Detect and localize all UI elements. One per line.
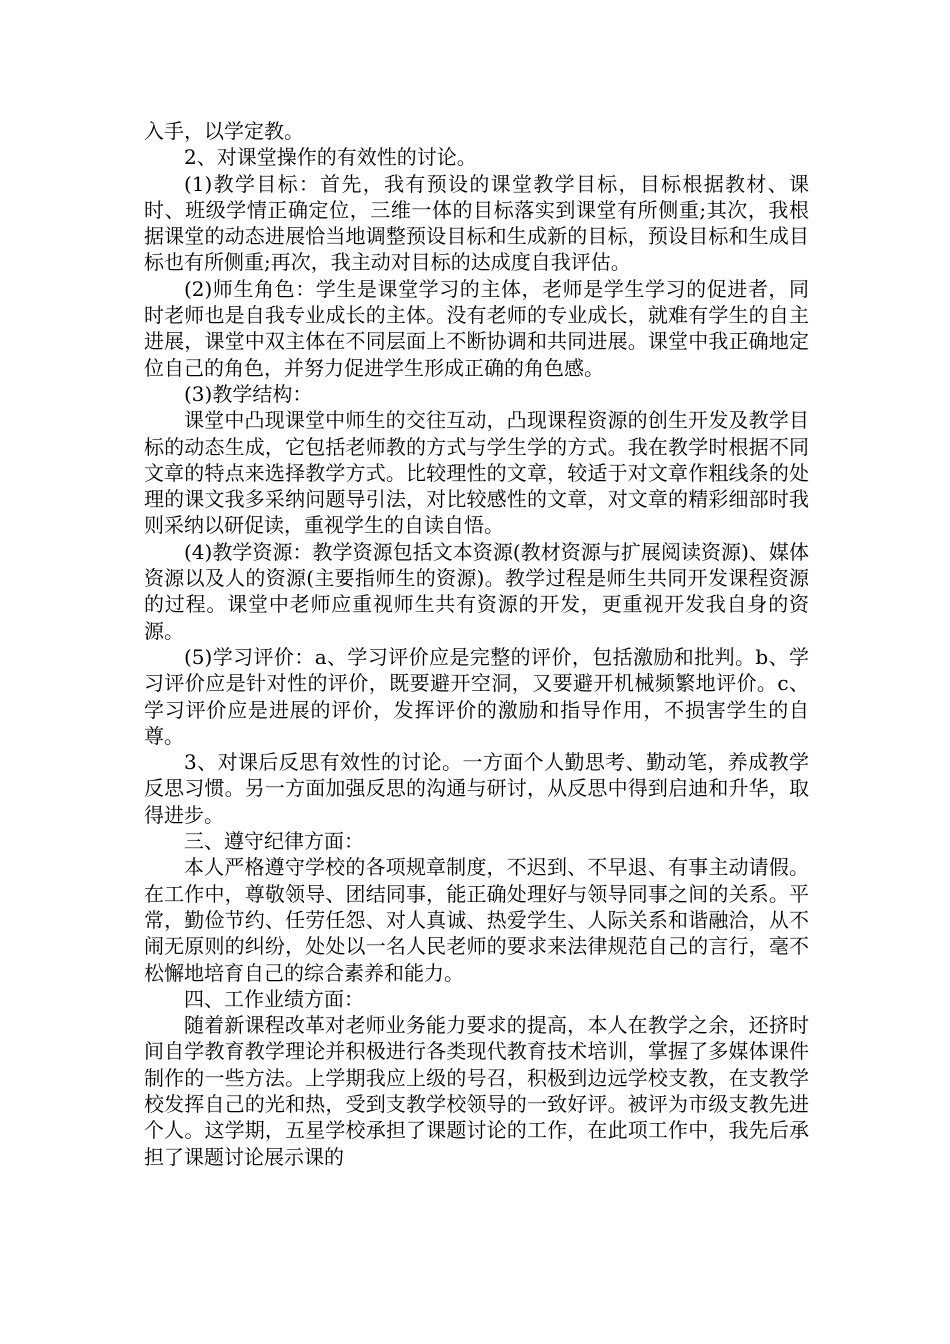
paragraph-teaching-resources: (4)教学资源：教学资源包括文本资源(教材资源与扩展阅读资源)、媒体资源以及人的资源(主要指师生的资源)。教学过程是师生共同开发课程资源的过程。课堂中老师应重视师生共有资源的开发，更重视开发我自身的资源。 xyxy=(144,539,809,643)
paragraph-reflection: 3、对课后反思有效性的讨论。一方面个人勤思考、勤动笔，养成教学反思习惯。另一方面加强反思的沟通与研讨，从反思中得到启迪和升华，取得进步。 xyxy=(144,750,809,827)
paragraph-teacher-student-roles: (2)师生角色：学生是课堂学习的主体，老师是学生学习的促进者，同时老师也是自我专业成长的主体。没有老师的专业成长，就难有学生的自主进展，课堂中双主体在不同层面上不断协调和共同进展。课堂中我正确地定位自己的角色，并努力促进学生形成正确的角色感。 xyxy=(144,276,809,380)
paragraph-continuation: 入手，以学定教。 xyxy=(144,119,304,143)
paragraph-teaching-goals: (1)教学目标：首先，我有预设的课堂教学目标，目标根据教材、课时、班级学情正确定位，三维一体的目标落实到课堂有所侧重;其次，我根据课堂的动态进展恰当地调整预设目标和生成新的目标，预设目标和生成目标也有所侧重;再次，我主动对目标的达成度自我评估。 xyxy=(144,171,809,275)
paragraph-teaching-structure: 课堂中凸现课堂中师生的交往互动，凸现课程资源的创生开发及教学目标的动态生成，它包括老师教的方式与学生学的方式。我在教学时根据不同文章的特点来选择教学方式。比较理性的文章，较适于对文章作粗线条的处理的课文我多采纳问题导引法，对比较感性的文章，对文章的精彩细部时我则采纳以研促读，重视学生的自读自悟。 xyxy=(144,408,809,538)
paragraph-learning-evaluation: (5)学习评价：a、学习评价应是完整的评价，包括激励和批判。b、学习评价应是针对性的评价，既要避开空洞，又要避开机械频繁地评价。c、学习评价应是进展的评价，发挥评价的激励和指导作用，不损害学生的自尊。 xyxy=(144,644,809,748)
section-heading-achievements: 四、工作业绩方面： xyxy=(184,986,364,1011)
paragraph-achievements: 随着新课程改革对老师业务能力要求的提高，本人在教学之余，还挤时间自学教育教学理论并积极进行各类现代教育技术培训，掌握了多媒体课件制作的一些方法。上学期我应上级的号召，积极到边远学校支教，在支教学校发挥自己的光和热，受到支教学校领导的一致好评。被评为市级支教先进个人。这学期，五星学校承担了课题讨论的工作，在此项工作中，我先后承担了课题讨论展示课的 xyxy=(144,1013,809,1169)
paragraph-teaching-structure-heading: (3)教学结构： xyxy=(184,381,313,406)
paragraph-classroom-effectiveness-heading: 2、对课堂操作的有效性的讨论。 xyxy=(184,145,477,170)
section-heading-discipline: 三、遵守纪律方面： xyxy=(184,829,364,854)
paragraph-discipline: 本人严格遵守学校的各项规章制度，不迟到、不早退、有事主动请假。在工作中，尊敬领导、团结同事，能正确处理好与领导同事之间的关系。平常，勤俭节约、任劳任怨、对人真诚、热爱学生、人际关系和谐融洽，从不闹无原则的纠纷，处处以一名人民老师的要求来法律规范自己的言行，毫不松懈地培育自己的综合素养和能力。 xyxy=(144,855,809,985)
document-body xyxy=(144,118,809,1170)
